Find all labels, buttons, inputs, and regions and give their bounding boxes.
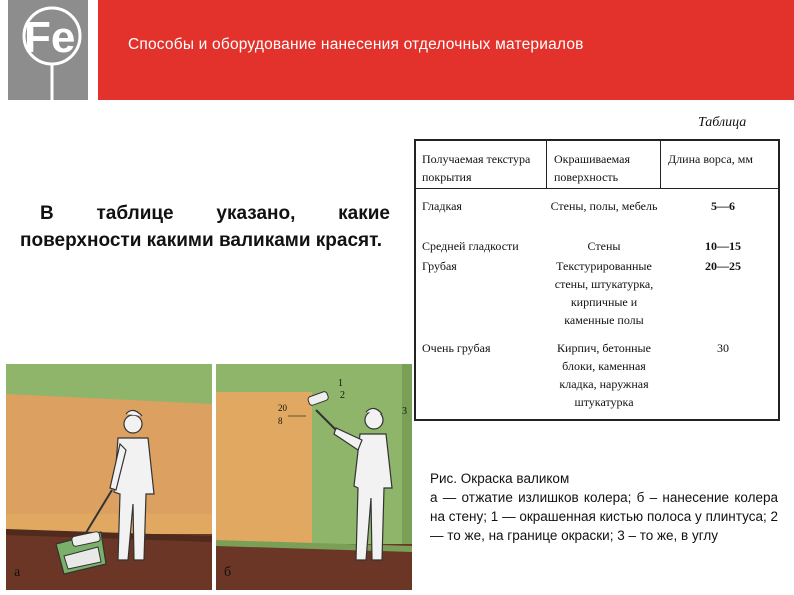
table-header-cell: Окрашиваемая поверхность <box>554 152 631 184</box>
figure-caption <box>430 469 778 545</box>
table-cell-surface: Стены, полы, мебель <box>550 199 658 213</box>
header <box>0 0 794 100</box>
figure-marker-1: 1 <box>338 378 343 389</box>
table-cell-length: 20—25 <box>705 259 741 273</box>
table-header-cell: Длина ворса, мм <box>668 152 753 166</box>
roller-table <box>414 139 780 421</box>
logo <box>8 0 88 100</box>
figure-b <box>216 364 412 590</box>
table-cell-surface: Текстурированные стены, штукатурка, кирпичные и каменные полы <box>554 259 654 327</box>
table-cell-length: 30 <box>717 341 729 355</box>
table-cell-texture: Грубая <box>422 259 457 273</box>
figure-marker-8: 8 <box>278 416 283 426</box>
table-header-divider <box>416 188 778 189</box>
figure-caption-body: а — отжатие излишков колера; б – нанесение колера на стену; 1 — окрашенная кистью полоса у плинтуса; 2 — то же, на границе окраски; 3 – то же, в углу <box>430 490 778 543</box>
table-cell-length: 10—15 <box>705 239 741 253</box>
table-cell-surface: Стены <box>587 239 621 253</box>
table-column-divider <box>660 141 661 188</box>
figure-a <box>6 364 212 590</box>
table-cell-length: 5—6 <box>711 199 735 213</box>
figure-marker-20: 20 <box>278 403 287 413</box>
figure-marker-3: 3 <box>402 406 407 417</box>
figure-caption-title: Рис. Окраска валиком <box>430 471 570 486</box>
table-cell-surface: Кирпич, бетонные блоки, каменная кладка, наружная штукатурка <box>557 341 651 409</box>
table-caption: Таблица <box>698 115 747 130</box>
logo-text: Fe <box>24 13 76 62</box>
figure-label-b: б <box>224 565 232 580</box>
figure-label-a: а <box>14 565 21 580</box>
page-title: Способы и оборудование нанесения отделочных материалов <box>128 36 584 53</box>
table-header-cell: Получаемая текстура покрытия <box>422 152 531 184</box>
table-cell-texture: Очень грубая <box>422 341 491 355</box>
logo-icon <box>8 0 88 100</box>
intro-text: В таблице указано, какие поверхности какими валиками красят. <box>20 203 390 251</box>
figure-marker-2: 2 <box>340 390 345 401</box>
table-column-divider <box>546 141 547 188</box>
table-cell-texture: Средней гладкости <box>422 239 519 253</box>
table-cell-texture: Гладкая <box>422 199 462 213</box>
